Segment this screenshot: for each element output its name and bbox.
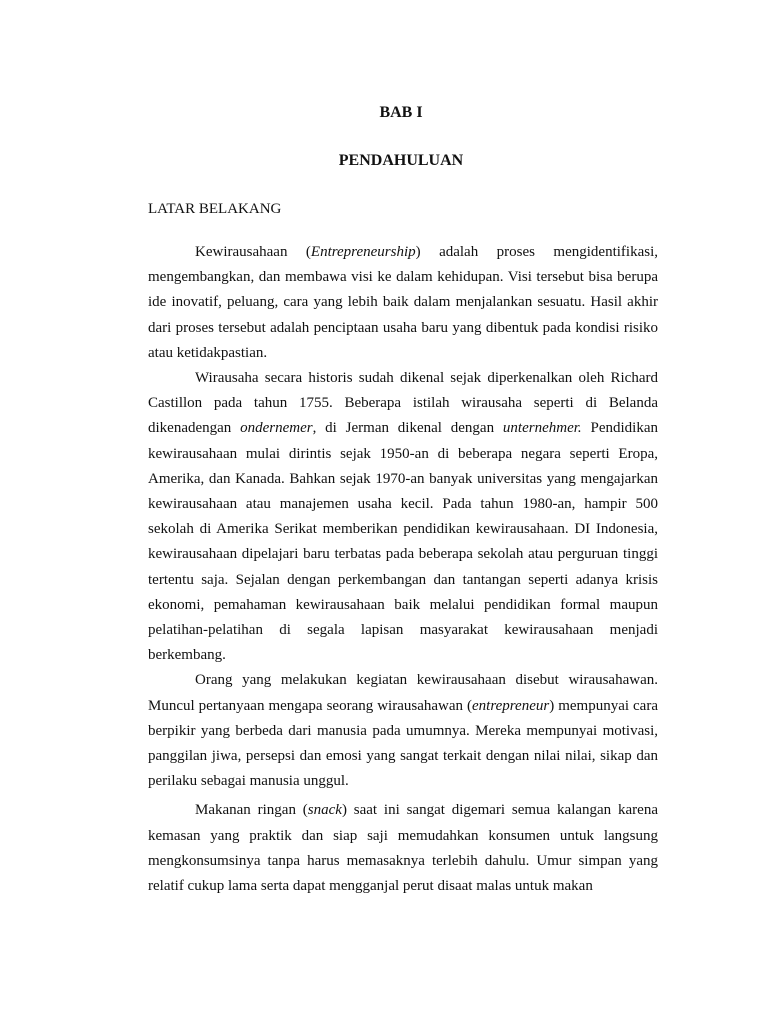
text-run: Pendidikan kewirausahaan mulai dirintis sejak 1950-an di beberapa negara seperti Eropa, Amerika, dan Kanada. Bahkan sejak 1970-an banyak universitas yang mengajarkan kewirausahaan atau manajemen usaha kecil. Pada tahun 1980-an, hampir 500 sekolah di Amerika Serikat memberikan pendidikan kewirausahaan. DI Indonesia, kewirausahaan dipelajari baru terbatas pada beberapa sekolah atau perguruan tinggi tertentu saja. Sejalan dengan perkembangan dan tantangan seperti adanya krisis ekonomi, pemahaman kewirausahaan baik melalui pendidikan formal maupun pelatihan-pelatihan di segala lapisan masyarakat kewirausahaan menjadi berkembang. — [148, 420, 658, 664]
text-run: Orang yang melakukan kegiatan kewirausahaan disebut wirausahawan. Muncul pertanyaan mengapa seorang wirausahawan ( — [148, 672, 658, 714]
text-run: Wirausaha secara historis sudah dikenal sejak diperkenalkan oleh Richard Castillon pada tahun 1755. Beberapa istilah wirausaha seperti di Belanda dikenadengan — [148, 370, 658, 437]
italic-term: entrepreneur — [472, 697, 550, 714]
chapter-title: PENDAHULUAN — [338, 152, 464, 169]
paragraph — [148, 366, 658, 668]
text-run: Kewirausahaan ( — [195, 244, 311, 260]
chapter-number: BAB I — [379, 104, 423, 121]
text-run: ) mempunyai cara berpikir yang berbeda dari manusia pada umumnya. Mereka mempunyai motivasi, panggilan jiwa, persepsi dan emosi yang sangat terkait dengan nilai nilai, sikap dan perilaku sebagai manusia unggul. — [148, 697, 658, 790]
italic-term: ondernemer — [240, 420, 313, 437]
paragraph — [148, 668, 658, 794]
body-text — [148, 240, 658, 899]
text-run: , di Jerman dikenal dengan — [312, 420, 503, 437]
italic-term: Entrepreneurship — [310, 244, 416, 260]
section-heading: LATAR BELAKANG — [148, 201, 282, 217]
italic-term: unternehmer. — [502, 420, 582, 437]
text-run: ) adalah proses mengidentifikasi, mengembangkan, dan membawa visi ke dalam kehidupan. Visi tersebut bisa berupa ide inovatif, peluang, cara yang lebih baik dalam menjalankan sesuatu. Hasil akhir dari proses tersebut adalah penciptaan usaha baru yang dibentuk pada kondisi risiko atau ketidakpastian. — [148, 244, 658, 361]
paragraph — [148, 240, 658, 366]
paragraph — [148, 798, 658, 899]
text-run: ) saat ini sangat digemari semua kalangan karena kemasan yang praktik dan siap saji memudahkan konsumen untuk langsung mengkonsumsinya tanpa harus memasaknya terlebih dahulu. Umur simpan yang relatif cukup lama serta dapat mengganjal perut disaat malas untuk makan — [148, 802, 658, 895]
text-run: Makanan ringan ( — [195, 802, 308, 819]
italic-term: snack — [307, 802, 342, 819]
